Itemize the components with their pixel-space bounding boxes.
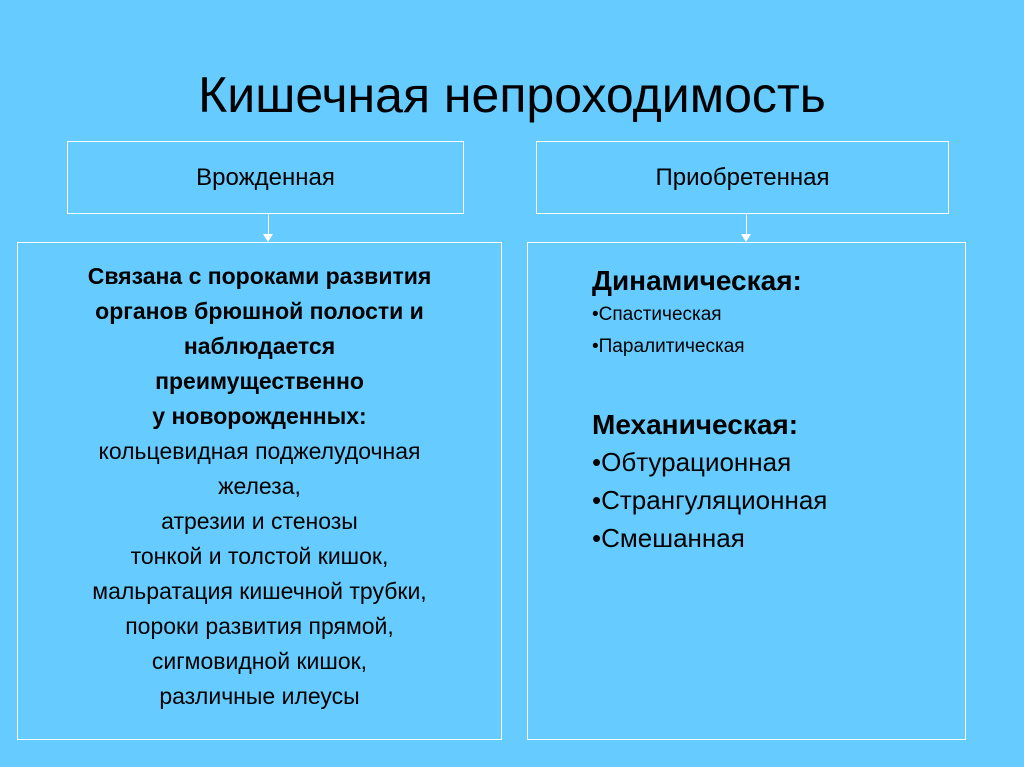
mechanical-heading: Механическая: xyxy=(592,409,799,440)
mechanical-item: •Странгуляционная xyxy=(592,485,828,515)
description-line: мальратация кишечной трубки, xyxy=(92,578,427,604)
description-bold-line: органов брюшной полости и xyxy=(95,298,424,324)
left-connector-line xyxy=(268,214,269,235)
acquired-header-box xyxy=(536,141,949,214)
dynamic-item: •Спастическая xyxy=(592,304,722,325)
description-line: кольцевидная поджелудочная xyxy=(98,438,421,464)
description-line: атрезии и стенозы xyxy=(161,508,358,534)
right-connector-arrow-icon xyxy=(741,234,751,242)
congenital-description-box xyxy=(17,242,502,740)
mechanical-item: •Смешанная xyxy=(592,523,745,553)
description-line: железа, xyxy=(218,473,301,499)
dynamic-item: •Паралитическая xyxy=(592,336,745,357)
congenital-header-box xyxy=(67,141,464,214)
description-line: различные илеусы xyxy=(159,683,360,709)
description-bold-line: наблюдается xyxy=(183,333,336,359)
description-bold-line: у новорожденных: xyxy=(152,403,367,429)
acquired-header-label: Приобретенная xyxy=(655,163,830,191)
left-connector-arrow-icon xyxy=(263,234,273,242)
acquired-types-box xyxy=(527,242,966,740)
description-line: пороки развития прямой, xyxy=(125,613,394,639)
description-line: сигмовидной кишок, xyxy=(151,648,368,674)
slide-title: Кишечная непроходимость xyxy=(198,67,826,123)
mechanical-item: •Обтурационная xyxy=(592,447,792,477)
congenital-header-label: Врожденная xyxy=(196,163,335,191)
dynamic-heading: Динамическая: xyxy=(592,265,802,296)
right-connector-line xyxy=(746,214,747,235)
description-line: тонкой и толстой кишок, xyxy=(130,543,389,569)
description-bold-line: преимущественно xyxy=(155,368,364,394)
description-bold-line: Связана с пороками развития xyxy=(87,263,432,289)
